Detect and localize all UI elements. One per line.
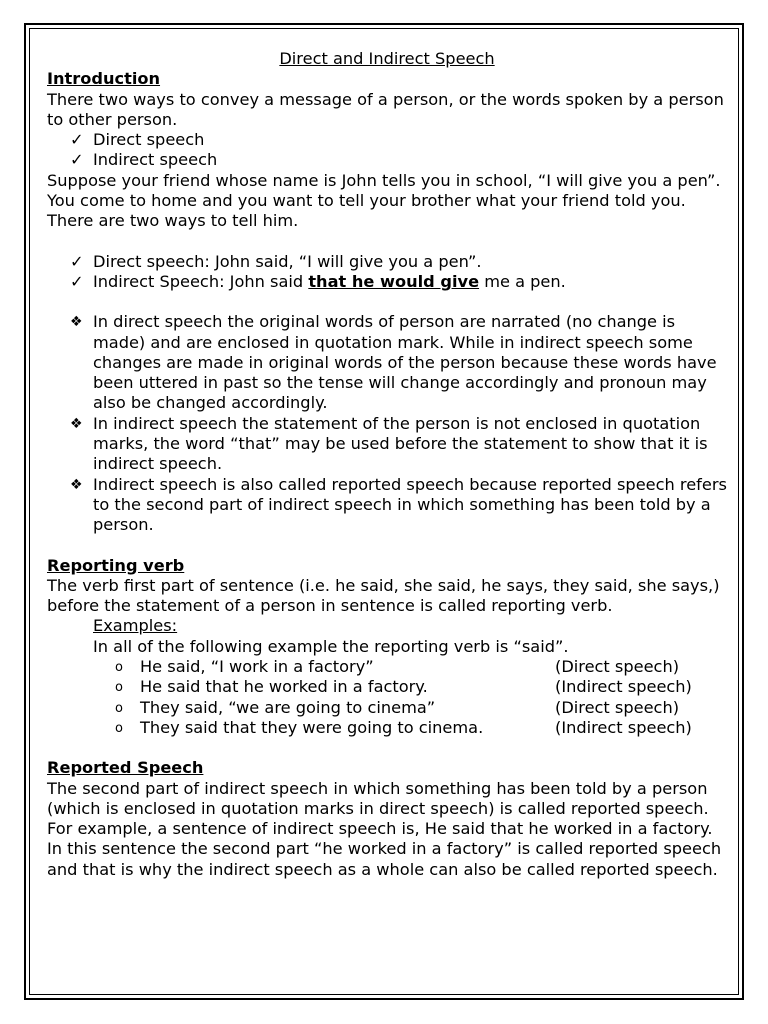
list-item: ❖ In direct speech the original words of person are narrated (no change is made) and are enclosed in quotation mark. While in indirect speech some changes are made in original words of the person because these words have been uttered in past so the tense will change accordingly and pronoun may also be changed accordingly. [70,312,717,413]
diamond-bullet-icon: ❖ [70,415,83,432]
speech-type-tag: (Direct speech) [555,657,680,677]
list-item: ✓ Indirect speech [70,150,218,170]
speech-types-list [47,130,727,171]
reported-speech-heading: Reported Speech [47,758,204,778]
reporting-verb-heading: Reporting verb [47,555,185,575]
spacer [47,232,727,252]
reported-speech-paragraph: The second part of indirect speech in which something has been told by a person (which is enclosed in quotation marks in direct speech) is called reported speech. For example, a sentence of indirect speech is, He said that he worked in a factory. In this sentence the second part “he worked in a factory” is called reported speech and that is why the indirect speech as a whole can also be called reported speech. [47,778,722,879]
circle-bullet-icon: o [115,700,123,716]
document-body [47,49,727,880]
intro-paragraph: There two ways to convey a message of a person, or the words spoken by a person to other person. [47,89,724,129]
speech-type-tag: (Indirect speech) [555,677,692,697]
spacer [47,292,727,312]
spacer [47,738,727,758]
example-list [47,252,727,293]
speech-type-tag: (Direct speech) [555,697,680,717]
list-item: ✓ Direct speech: John said, “I will give you a pen”. [70,251,482,271]
speech-type-tag: (Indirect speech) [555,717,692,737]
check-mark-icon: ✓ [70,150,84,170]
scenario-paragraph: Suppose your friend whose name is John tells you in school, “I will give you a pen”. You come to home and you want to tell your brother what your friend told you. There are two ways to tell him. [47,170,721,231]
circle-bullet-icon: o [115,660,123,676]
list-item: o They said that they were going to cinema. (Indirect speech) [47,718,727,738]
points-list [47,312,727,535]
reporting-examples-list [47,657,727,738]
list-item: ❖ In indirect speech the statement of the person is not enclosed in quotation marks, the word “that” may be used before the statement to show that it is indirect speech. [70,413,708,474]
list-item: o They said, “we are going to cinema” (Direct speech) [47,698,727,718]
spacer [47,536,727,556]
check-mark-icon: ✓ [70,130,84,150]
circle-bullet-icon: o [115,680,123,696]
list-item: o He said, “I work in a factory” (Direct speech) [47,657,727,677]
check-mark-icon: ✓ [70,251,84,271]
examples-label: Examples: [93,616,178,636]
diamond-bullet-icon: ❖ [70,476,83,493]
list-item: ✓ Indirect Speech: John said that he would give me a pen. [70,271,566,291]
page-title: Direct and Indirect Speech [279,49,495,68]
emphasis-text: that he would give [308,271,480,291]
check-mark-icon: ✓ [70,271,84,291]
list-item: ✓ Direct speech [70,130,205,150]
circle-bullet-icon: o [115,720,123,736]
list-item: ❖ Indirect speech is also called reported speech because reported speech refers to the second part of indirect speech in which something has been told by a person. [70,474,727,535]
diamond-bullet-icon: ❖ [70,314,83,331]
intro-heading: Introduction [47,69,161,89]
examples-intro: In all of the following example the reporting verb is “said”. [93,636,569,656]
list-item: o He said that he worked in a factory. (Indirect speech) [47,677,727,697]
reporting-verb-paragraph: The verb first part of sentence (i.e. he said, she said, he says, they said, she says,) before the statement of a person in sentence is called reporting verb. [47,575,720,616]
